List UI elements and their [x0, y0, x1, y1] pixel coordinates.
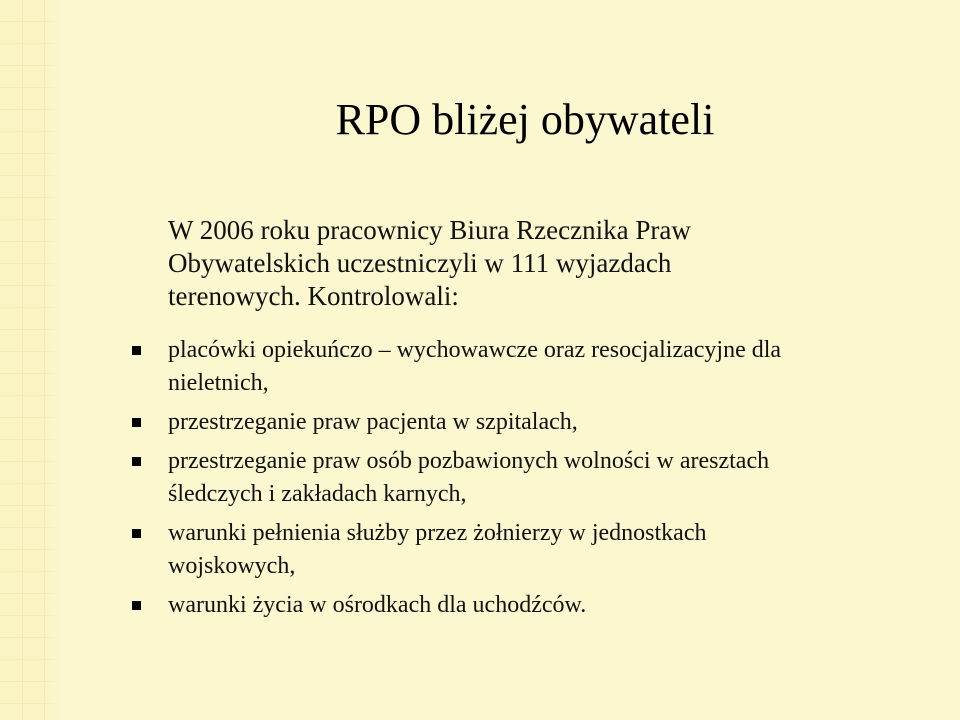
intro-paragraph: [168, 214, 868, 313]
bullet-line: placówki opiekuńczo – wychowawcze oraz resocjalizacyjne dla: [168, 337, 782, 363]
intro-line: terenowych. Kontrolowali:: [168, 281, 459, 311]
square-bullet-icon: [132, 346, 141, 355]
bullet-item: [168, 589, 918, 622]
square-bullet-icon: [132, 418, 141, 427]
square-bullet-icon: [132, 457, 141, 466]
bullet-line: warunki pełnienia służby przez żołnierzy w jednostkach: [168, 520, 707, 546]
bullet-line: śledczych i zakładach karnych,: [168, 481, 467, 507]
square-bullet-icon: [132, 601, 141, 610]
intro-line: Obywatelskich uczestniczyli w 111 wyjazdach: [168, 248, 672, 278]
slide-title: RPO bliżej obywateli: [335, 95, 715, 144]
square-bullet-icon: [132, 529, 141, 538]
bullet-line: nieletnich,: [168, 370, 269, 396]
intro-line: W 2006 roku pracownicy Biura Rzecznika Praw: [168, 215, 691, 245]
bullet-line: warunki życia w ośrodkach dla uchodźców.: [168, 592, 587, 618]
bullet-item: [168, 445, 918, 511]
bullet-line: wojskowych,: [168, 553, 296, 579]
bullet-list: [168, 334, 918, 628]
bullet-item: [168, 517, 918, 583]
bullet-item: [168, 334, 918, 400]
bullet-line: przestrzeganie praw osób pozbawionych wolności w aresztach: [168, 448, 770, 474]
bullet-line: przestrzeganie praw pacjenta w szpitalach,: [168, 409, 578, 435]
bullet-item: [168, 406, 918, 439]
